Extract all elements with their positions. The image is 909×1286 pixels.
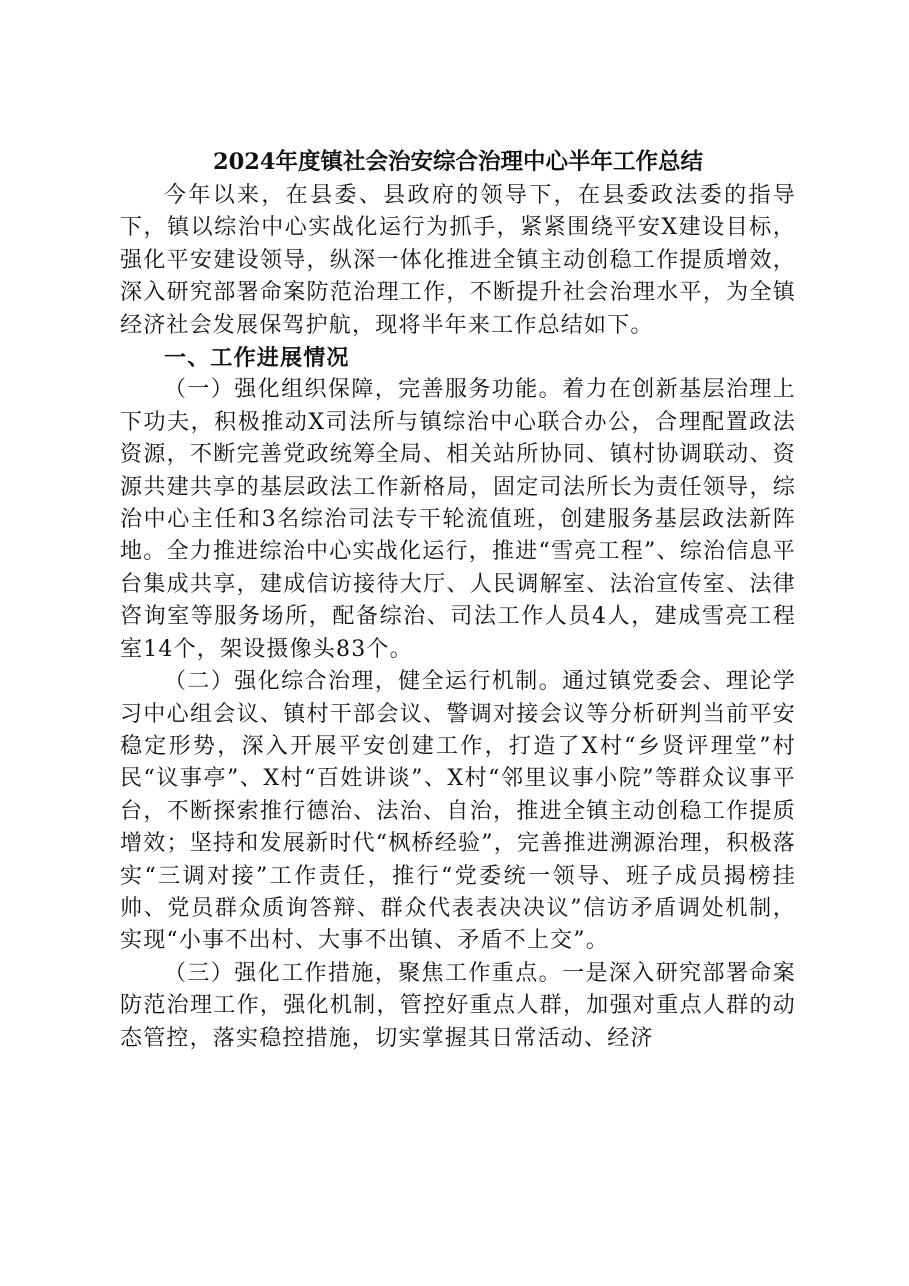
item-paragraph-3 xyxy=(120,958,796,1055)
item-body-1: 着力在创新基层治理上下功夫，积极推动X司法所与镇综治中心联合办公，合理配置政法资源，不断完善党政统筹全局、相关站所协同、镇村协调联动、资源共建共享的基层政法工作新格局，固定司法所长为责任领导，综治中心主任和3名综治司法专干轮流值班，创建服务基层政法新阵地。全力推进综治中心实战化运行，推进“雪亮工程”、综治信息平台集成共享，建成信访接待大厅、人民调解室、法治宣传室、法律咨询室等服务场所，配备综治、司法工作人员4人，建成雪亮工程室14个，架设摄像头83个。 xyxy=(120,377,796,662)
item-lead-3: （三）强化工作措施，聚焦工作重点。 xyxy=(164,960,563,986)
document-title: 2024年度镇社会治安综合治理中心半年工作总结 xyxy=(212,149,704,175)
document-page xyxy=(120,146,796,1055)
item-lead-1: （一）强化组织保障，完善服务功能。 xyxy=(164,377,563,403)
item-body-3: 一是深入研究部署命案防范治理工作，强化机制，管控好重点人群，加强对重点人群的动态管控，落实稳控措施，切实掌握其日常活动、经济 xyxy=(120,960,796,1051)
item-paragraph-2 xyxy=(120,666,796,958)
intro-paragraph: 今年以来，在县委、县政府的领导下，在县委政法委的指导下，镇以综治中心实战化运行为抓手，紧紧围绕平安X建设目标，强化平安建设领导，纵深一体化推进全镇主动创稳工作提质增效，深入研究部署命案防范治理工作，不断提升社会治理水平，为全镇经济社会发展保驾护航，现将半年来工作总结如下。 xyxy=(120,183,796,338)
section-heading: 一、工作进展情况 xyxy=(164,345,350,372)
item-body-2: 通过镇党委会、理论学习中心组会议、镇村干部会议、警调对接会议等分析研判当前平安稳定形势，深入开展平安创建工作，打造了X村“乡贤评理堂”村民“议事亭”、X村“百姓讲谈”、X村“邻里议事小院”等群众议事平台，不断探索推行德治、法治、自治，推进全镇主动创稳工作提质增效；坚持和发展新时代“枫桥经验”，完善推进溯源治理，积极落实“三调对接”工作责任，推行“党委统一领导、班子成员揭榜挂帅、党员群众质询答辩、群众代表表决决议”信访矛盾调处机制，实现“小事不出村、大事不出镇、矛盾不上交”。 xyxy=(120,669,796,954)
item-paragraph-1 xyxy=(120,374,796,666)
item-lead-2: （二）强化综合治理，健全运行机制。 xyxy=(164,669,563,695)
